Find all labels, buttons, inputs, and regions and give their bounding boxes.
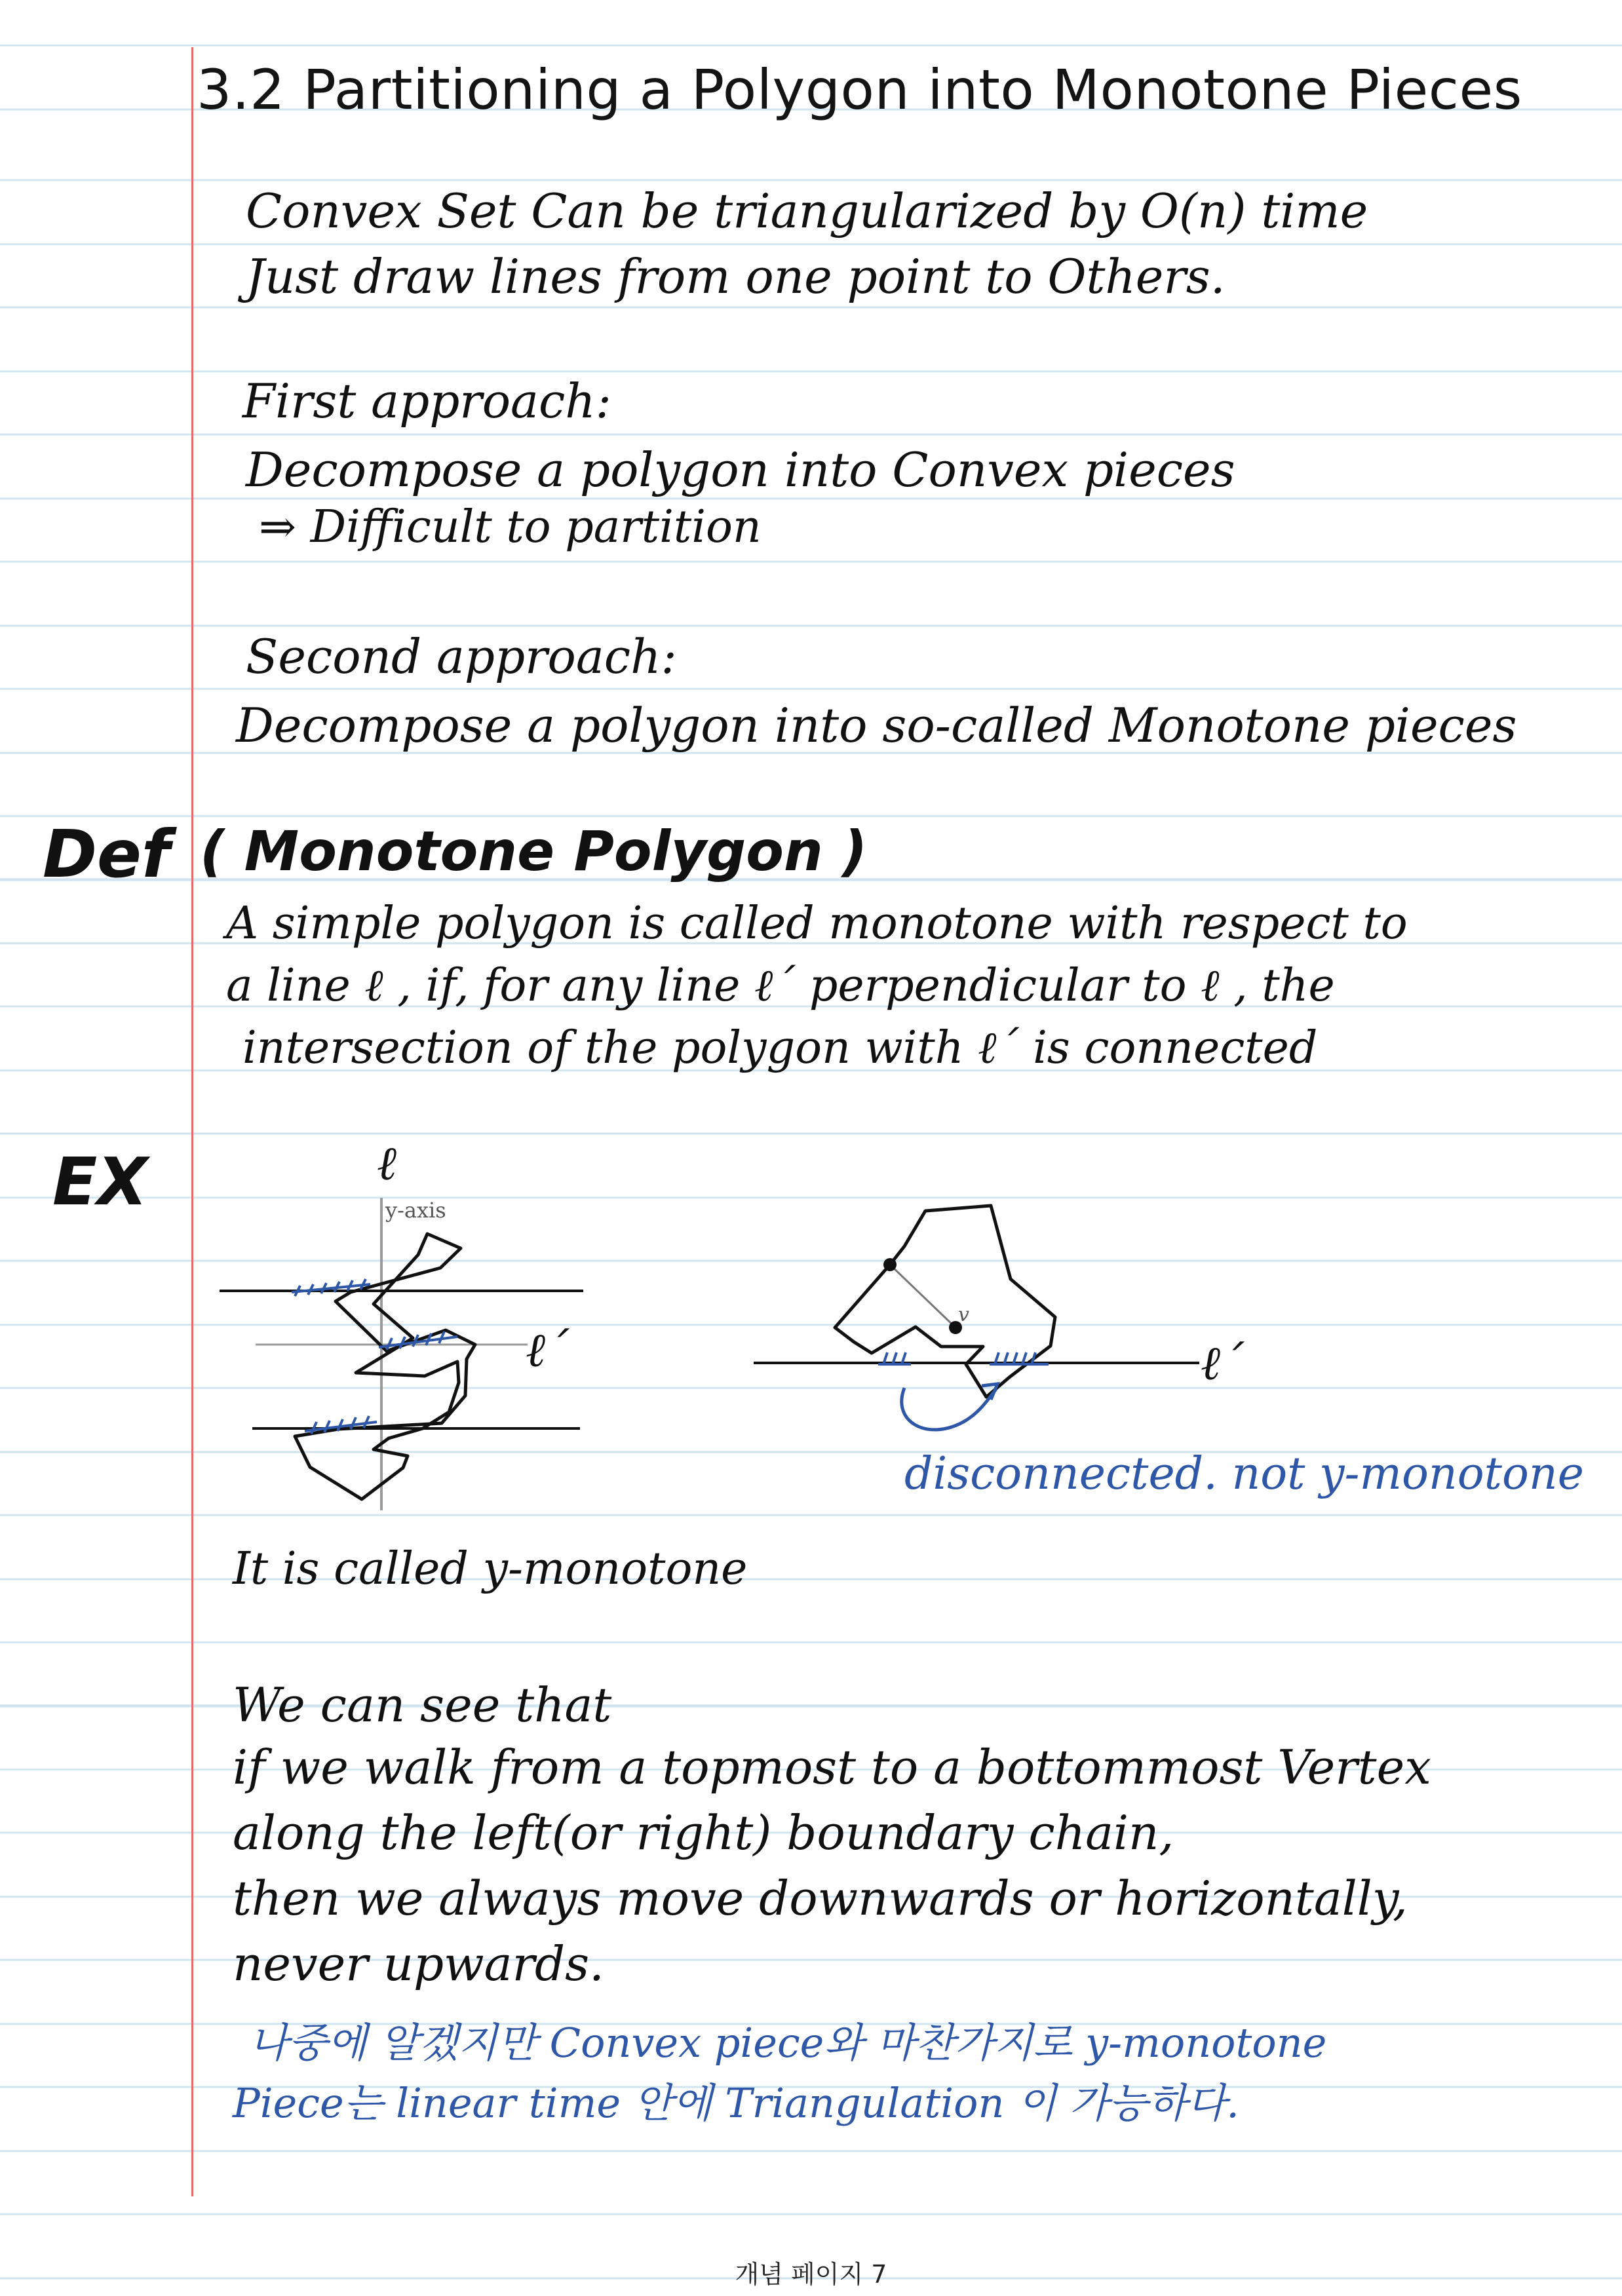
observation-line-1: We can see that: [233, 1677, 612, 1732]
axis-l-symbol: ℓ: [377, 1140, 396, 1191]
def-line-3: intersection of the polygon with ℓ´ is connected: [242, 1022, 1318, 1074]
monotone-polygon-figure: [216, 1140, 609, 1533]
y-monotone-caption: It is called y-monotone: [233, 1543, 748, 1595]
observation-line-4: then we always move downwards or horizontally,: [233, 1871, 1408, 1926]
def-line-1: A simple polygon is called monotone with respect to: [226, 898, 1408, 949]
perp-symbol-left: ℓ´: [526, 1322, 569, 1377]
korean-note-line-1: 나중에 알겠지만 Convex piece와 마찬가지로 y-monotone: [249, 2019, 1327, 2067]
observation-line-3: along the left(or right) boundary chain,: [233, 1805, 1174, 1860]
page-footer: 개념 페이지 7: [735, 2260, 887, 2289]
vertex-v-label: v: [958, 1303, 969, 1326]
perp-symbol-right: ℓ´: [1201, 1335, 1244, 1390]
def-label: Def: [43, 816, 170, 892]
monotone-polygon: [295, 1234, 475, 1499]
convex-line-2: Just draw lines from one point to Others.: [246, 249, 1226, 304]
def-heading: ( Monotone Polygon ): [200, 819, 868, 883]
page-title: 3.2 Partitioning a Polygon into Monotone Pieces: [197, 58, 1522, 122]
hatch-middle: [379, 1331, 457, 1350]
margin-line: [191, 47, 193, 2196]
ex-label: EX: [52, 1143, 148, 1220]
disconnected-annotation: disconnected. not y-monotone: [904, 1448, 1584, 1500]
second-approach-heading: Second approach:: [246, 629, 677, 684]
first-approach-line-1: Decompose a polygon into Convex pieces: [246, 442, 1235, 497]
first-approach-line-2: ⇒ Difficult to partition: [259, 501, 762, 553]
diagonal-line: [890, 1265, 956, 1328]
hatch-top: [292, 1279, 370, 1296]
vertex-top: [883, 1258, 897, 1271]
korean-note-line-2: Piece는 linear time 안에 Triangulation 이 가능하다.: [233, 2079, 1239, 2127]
first-approach-heading: First approach:: [242, 373, 611, 429]
hatch-bottom: [305, 1416, 377, 1434]
convex-line-1: Convex Set Can be triangularized by O(n) time: [246, 183, 1368, 239]
disconnect-arc: [902, 1388, 996, 1430]
second-approach-line-1: Decompose a polygon into so-called Monotone pieces: [236, 698, 1517, 753]
y-axis-label: y-axis: [385, 1198, 446, 1223]
def-line-2: a line ℓ , if, for any line ℓ´ perpendicular to ℓ , the: [226, 960, 1335, 1012]
observation-line-5: never upwards.: [233, 1936, 604, 1991]
non-monotone-polygon: [835, 1206, 1055, 1397]
observation-line-2: if we walk from a topmost to a bottommost Vertex: [233, 1740, 1431, 1795]
